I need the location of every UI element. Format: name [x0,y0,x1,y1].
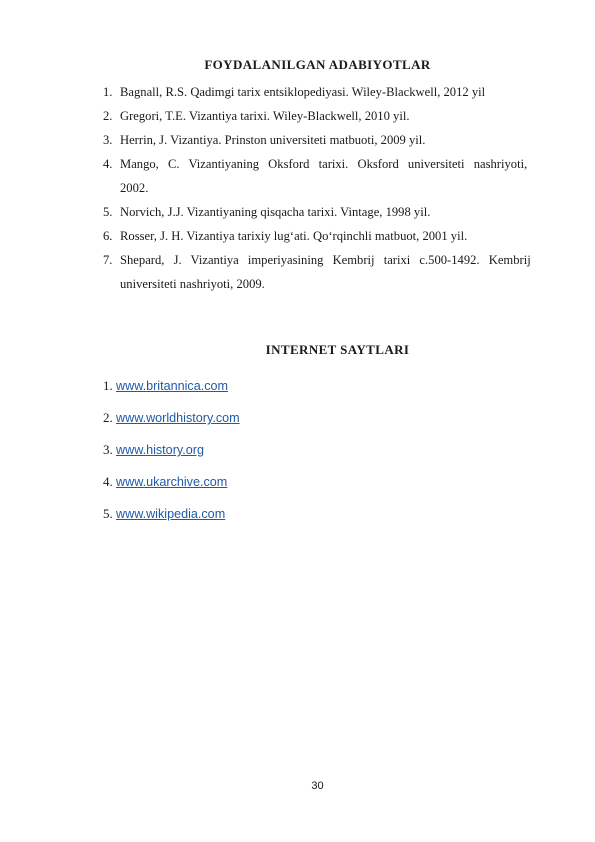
references-list [103,80,555,296]
website-number: 1. [103,378,116,393]
reference-text: Norvich, J.J. Vizantiyaning qisqacha tarixi. Vintage, 1998 yil. [120,205,431,219]
website-link[interactable]: www.wikipedia.com [116,507,226,521]
reference-number: 2. [103,109,113,123]
reference-text-continuation: universiteti nashriyoti, 2009. [120,277,265,291]
website-item [103,434,240,466]
reference-number: 7. [103,253,113,267]
reference-item [103,224,555,248]
website-link[interactable]: www.worldhistory.com [116,411,240,425]
reference-number: 3. [103,133,113,147]
website-item [103,370,240,402]
website-link[interactable]: www.history.org [116,443,204,457]
website-item [103,498,240,530]
reference-item [103,248,555,296]
reference-number: 1. [103,85,113,99]
reference-item [103,200,555,224]
reference-item [103,128,555,152]
reference-number: 5. [103,205,113,219]
section-heading: INTERNET SAYTLARI [265,342,410,357]
website-item [103,402,240,434]
website-number: 4. [103,474,116,489]
website-number: 5. [103,506,116,521]
website-link[interactable]: www.britannica.com [116,379,228,393]
page-number: 30 [311,780,324,792]
reference-text: Bagnall, R.S. Qadimgi tarix entsiklopediyasi. Wiley-Blackwell, 2012 yil [120,85,486,99]
reference-item [103,80,555,104]
reference-item [103,152,555,200]
reference-item [103,104,555,128]
websites-list [103,370,240,530]
website-number: 2. [103,410,116,425]
reference-number: 6. [103,229,113,243]
website-number: 3. [103,442,116,457]
reference-text: Shepard, J. Vizantiya imperiyasining Kembrij tarixi c.500-1492. Kembrij [120,253,531,267]
website-item [103,466,240,498]
reference-text: Gregori, T.E. Vizantiya tarixi. Wiley-Blackwell, 2010 yil. [120,109,410,123]
reference-text: Herrin, J. Vizantiya. Prinston universiteti matbuoti, 2009 yil. [120,133,426,147]
page-title: FOYDALANILGAN ADABIYOTLAR [204,57,431,72]
reference-text: Rosser, J. H. Vizantiya tarixiy lug‘ati. Qo‘rqinchli matbuot, 2001 yil. [120,229,468,243]
reference-text-continuation: 2002. [120,181,149,195]
reference-number: 4. [103,157,113,171]
website-link[interactable]: www.ukarchive.com [116,475,228,489]
reference-text: Mango, C. Vizantiyaning Oksford tarixi. Oksford universiteti nashriyoti, [120,157,528,171]
